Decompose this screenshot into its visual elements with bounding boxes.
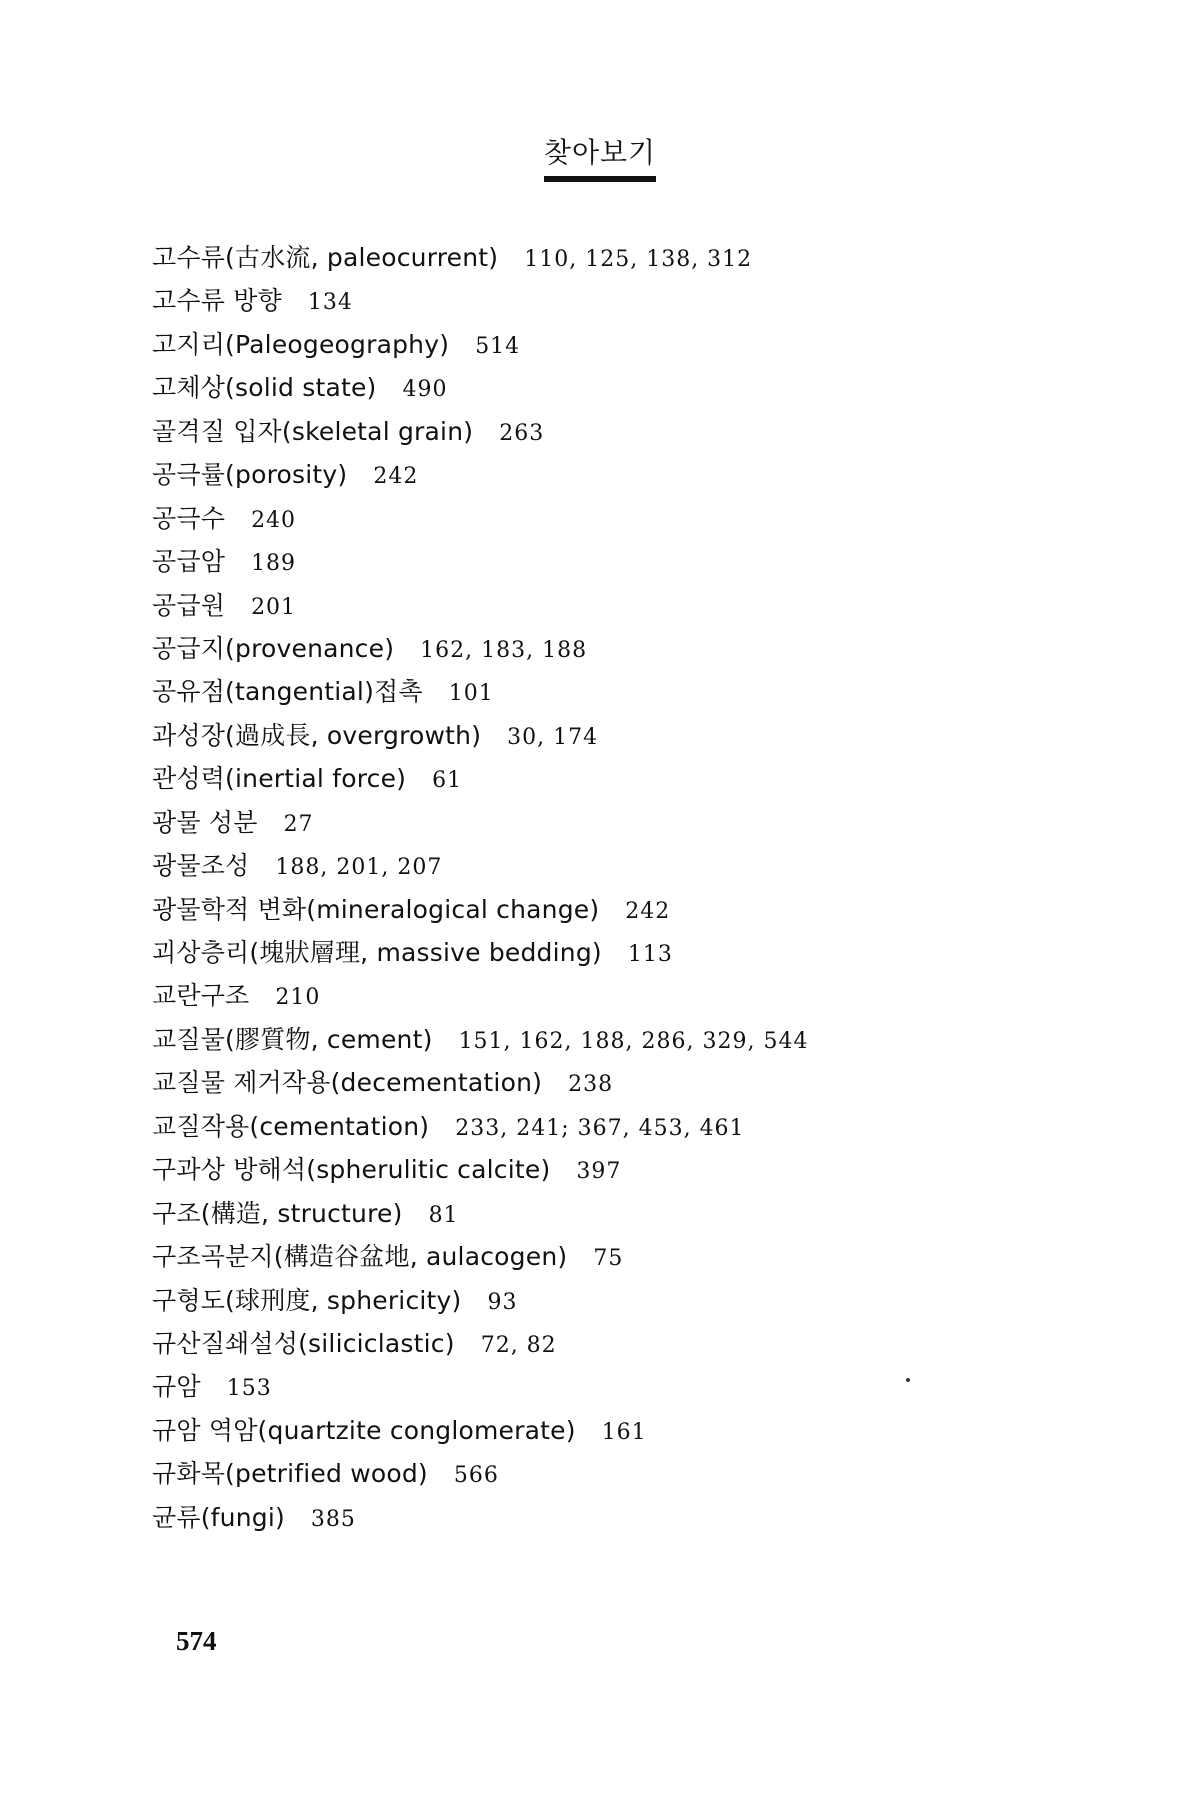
index-entry: [152, 453, 1152, 496]
entry-pages: 134: [307, 290, 353, 316]
entry-pages: 153: [226, 1376, 272, 1402]
entry-term: 광물 성분: [152, 807, 258, 837]
entry-pages: 27: [283, 811, 314, 837]
entry-pages: 113: [627, 942, 673, 967]
entry-term: 규화목(petrified wood): [152, 1459, 428, 1489]
index-entry: [152, 366, 1152, 409]
entry-pages: 189: [251, 551, 297, 577]
entry-term: 공급원: [152, 590, 226, 620]
index-entry: [152, 1105, 1152, 1148]
print-speck: [906, 1378, 910, 1382]
entry-term: 공급지(provenance): [152, 633, 395, 663]
index-entry: [152, 1018, 1152, 1061]
entry-term: 구과상 방해석(spherulitic calcite): [152, 1155, 551, 1185]
entry-pages: 233, 241; 367, 453, 461: [455, 1115, 745, 1141]
entry-pages: 161: [601, 1419, 647, 1445]
index-entry: [152, 1192, 1152, 1235]
index-entry: [152, 844, 1152, 887]
entry-term: 괴상층리(塊狀層理, massive bedding): [152, 938, 602, 967]
index-entry: [152, 1279, 1152, 1322]
entry-term: 구조(構造, structure): [152, 1198, 403, 1228]
index-entry: [152, 410, 1152, 453]
entry-term: 교질작용(cementation): [152, 1111, 430, 1141]
index-entry: [152, 1452, 1152, 1495]
entry-term: 고수류 방향: [152, 286, 282, 316]
index-entry: [152, 279, 1152, 322]
index-entry: [152, 627, 1152, 670]
entry-term: 과성장(過成長, overgrowth): [152, 720, 482, 750]
entry-term: 교란구조: [152, 981, 250, 1011]
index-entry: [152, 497, 1152, 540]
entry-pages: 81: [428, 1202, 459, 1228]
index-entry: [152, 323, 1152, 366]
entry-term: 광물학적 변화(mineralogical change): [152, 894, 600, 924]
index-entry: [152, 236, 1152, 279]
entry-pages: 397: [576, 1159, 622, 1185]
entry-pages: 93: [487, 1289, 518, 1315]
entry-pages: 490: [402, 377, 448, 403]
entry-pages: 101: [448, 681, 494, 707]
entry-term: 교질물 제거작용(decementation): [152, 1068, 543, 1098]
page-header: [0, 136, 1200, 182]
index-entry: [152, 1496, 1152, 1539]
entry-pages: 151, 162, 188, 286, 329, 544: [458, 1028, 809, 1054]
entry-term: 고수류(古水流, paleocurrent): [152, 243, 499, 272]
entry-term: 골격질 입자(skeletal grain): [152, 416, 474, 446]
entry-term: 구조곡분지(構造谷盆地, aulacogen): [152, 1242, 568, 1272]
entry-pages: 238: [568, 1072, 614, 1098]
entry-pages: 566: [453, 1463, 499, 1489]
entry-term: 구형도(球刑度, sphericity): [152, 1285, 462, 1315]
entry-pages: 188, 201, 207: [275, 855, 443, 881]
index-entry: [152, 1061, 1152, 1104]
index-entry-list: [152, 236, 1152, 1539]
index-entry: [152, 714, 1152, 757]
entry-pages: 263: [499, 420, 545, 446]
index-entry: [152, 801, 1152, 844]
entry-pages: 385: [310, 1506, 356, 1532]
entry-term: 관성력(inertial force): [152, 764, 407, 794]
index-entry: [152, 888, 1152, 931]
index-entry: [152, 540, 1152, 583]
entry-term: 공극률(porosity): [152, 460, 348, 490]
page-title: 찾아보기: [544, 136, 656, 182]
entry-term: 공유점(tangential)접촉: [152, 677, 423, 707]
entry-pages: 210: [275, 985, 321, 1011]
entry-pages: 30, 174: [507, 724, 599, 750]
index-entry: [152, 1235, 1152, 1278]
entry-term: 공극수: [152, 503, 226, 533]
index-entry: [152, 1148, 1152, 1191]
entry-pages: 514: [475, 333, 521, 359]
index-entry: [152, 1322, 1152, 1365]
entry-term: 고지리(Paleogeography): [152, 329, 450, 359]
entry-pages: 110, 125, 138, 312: [524, 247, 753, 272]
index-entry: [152, 757, 1152, 800]
index-entry: [152, 584, 1152, 627]
index-entry: [152, 931, 1152, 974]
entry-term: 공급암: [152, 547, 226, 577]
entry-pages: 75: [593, 1246, 624, 1272]
entry-term: 균류(fungi): [152, 1502, 285, 1532]
entry-pages: 201: [251, 594, 297, 620]
page-number: 574: [176, 1626, 217, 1656]
entry-term: 광물조성: [152, 851, 250, 881]
index-entry: [152, 1409, 1152, 1452]
entry-term: 규산질쇄설성(siliciclastic): [152, 1328, 455, 1358]
entry-term: 교질물(膠質物, cement): [152, 1024, 433, 1054]
entry-pages: 72, 82: [480, 1332, 557, 1358]
entry-pages: 240: [251, 507, 297, 533]
entry-pages: 162, 183, 188: [420, 637, 588, 663]
entry-pages: 242: [625, 898, 671, 924]
entry-term: 규암 역암(quartzite conglomerate): [152, 1415, 576, 1445]
index-entry: [152, 670, 1152, 713]
entry-pages: 61: [432, 768, 463, 794]
index-entry: [152, 1365, 1152, 1408]
entry-term: 고체상(solid state): [152, 373, 377, 403]
entry-pages: 242: [373, 464, 419, 490]
index-entry: [152, 974, 1152, 1017]
entry-term: 규암: [152, 1372, 201, 1402]
